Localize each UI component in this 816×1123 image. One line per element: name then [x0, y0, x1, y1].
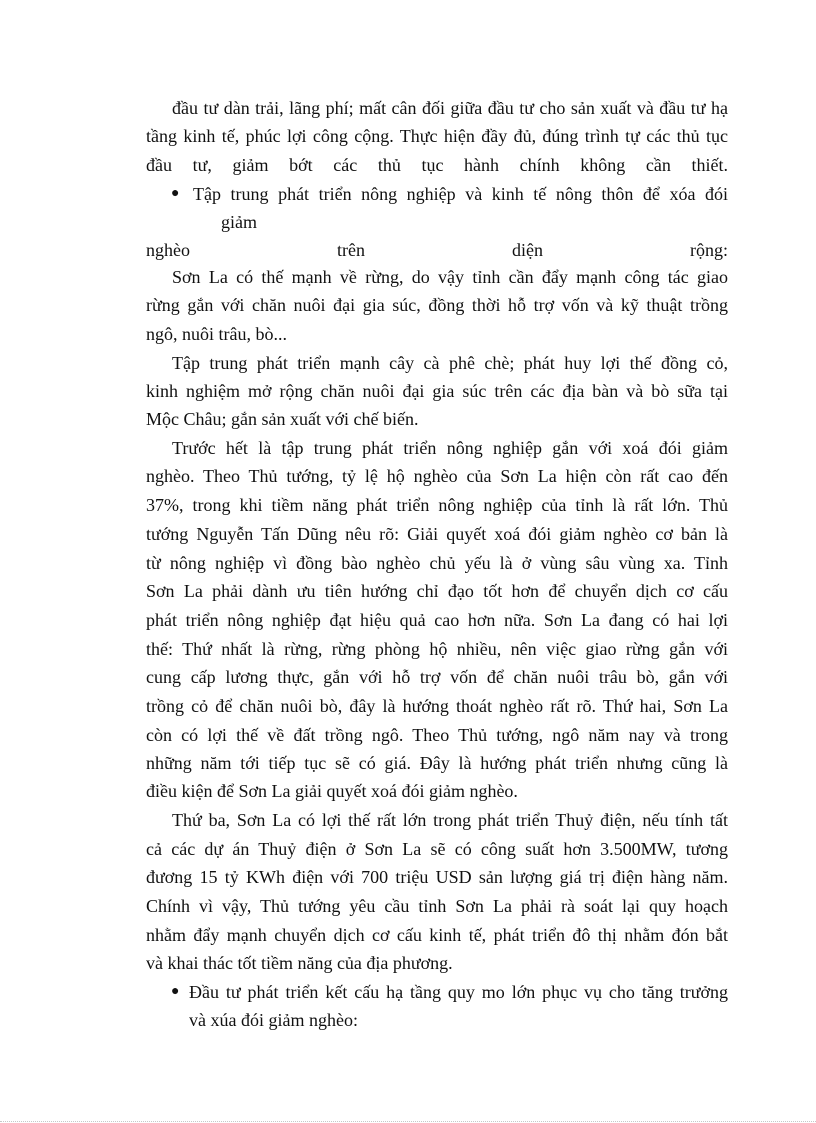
text-line: những năm tới tiếp tục sẽ có giá. Đây là hướng phát triển nhưng cũng là	[146, 753, 728, 773]
text-line: tướng Nguyễn Tấn Dũng nêu rõ: Giải quyết xoá đói giảm nghèo cơ bản là	[146, 524, 728, 544]
text-line: Trước hết là tập trung phát triển nông nghiệp gắn với xoá đói giảm	[172, 438, 728, 458]
text-line: Sơn La phải dành ưu tiên hướng chỉ đạo tốt hơn để chuyển dịch cơ cấu	[146, 581, 728, 601]
text-line: Thứ ba, Sơn La có lợi thế rất lớn trong phát triển Thuỷ điện, nếu tính tất	[172, 810, 728, 830]
text-line: nghèo trên diện rộng:	[146, 240, 728, 260]
text-line: Tập trung phát triển mạnh cây cà phê chè; phát huy lợi thế đồng cỏ,	[172, 353, 728, 373]
text-line: Tập trung phát triển nông nghiệp và kinh tế nông thôn để xóa đói	[193, 184, 728, 204]
text-line: Đầu tư phát triển kết cấu hạ tầng quy mo lớn phục vụ cho tăng trưởng	[189, 982, 728, 1002]
text-line: rừng gắn với chăn nuôi đại gia súc, đồng thời hỗ trợ vốn và kỹ thuật trồng	[146, 295, 728, 315]
text-line: đầu tư, giảm bớt các thủ tục hành chính không cần thiết.	[146, 155, 728, 175]
text-line: 37%, trong khi tiềm năng phát triển nông nghiệp của tỉnh là rất lớn. Thủ	[146, 495, 728, 515]
text-line: kinh nghiệm mở rộng chăn nuôi đại gia súc trên các địa bàn và bò sữa tại	[146, 381, 728, 401]
text-line: Mộc Châu; gắn sản xuất với chế biến.	[146, 409, 419, 429]
text-line: phát triển nông nghiệp đạt hiệu quả cao hơn nữa. Sơn La đang có hai lợi	[146, 610, 728, 630]
text-line: và khai thác tốt tiềm năng của địa phương.	[146, 953, 453, 973]
bullet-icon: ●	[171, 984, 180, 999]
text-line: thế: Thứ nhất là rừng, rừng phòng hộ nhiều, nên việc giao rừng gắn với	[146, 639, 728, 659]
text-line: nghèo. Theo Thủ tướng, tỷ lệ hộ nghèo của Sơn La hiện còn rất cao đến	[146, 466, 728, 486]
bullet-icon: ●	[171, 186, 180, 201]
text-line: trồng cỏ để chăn nuôi bò, đây là hướng thoát nghèo rất rõ. Thứ hai, Sơn La	[146, 696, 728, 716]
page-bottom-rule	[0, 1121, 816, 1122]
text-line: và xúa đói giảm nghèo:	[189, 1010, 358, 1030]
text-line: cả các dự án Thuỷ điện ở Sơn La sẽ có công suất hơn 3.500MW, tương	[146, 839, 728, 859]
text-line: tầng kinh tế, phúc lợi công cộng. Thực hiện đầy đủ, đúng trình tự các thủ tục	[146, 126, 728, 146]
text-line: cung cấp lương thực, gắn với hỗ trợ vốn để chăn nuôi trâu bò, gắn với	[146, 667, 728, 687]
text-line: đương 15 tỷ KWh điện với 700 triệu USD sản lượng giá trị điện hàng năm.	[146, 867, 728, 887]
text-line: giảm	[221, 212, 257, 232]
text-line: từ nông nghiệp vì đồng bào nghèo chủ yếu là ở vùng sâu vùng xa. Tỉnh	[146, 553, 728, 573]
text-line: Sơn La có thế mạnh về rừng, do vậy tỉnh cần đẩy mạnh công tác giao	[172, 267, 728, 287]
text-line: đầu tư dàn trải, lãng phí; mất cân đối giữa đầu tư cho sản xuất và đầu tư hạ	[172, 98, 728, 118]
text-line: ngô, nuôi trâu, bò...	[146, 324, 287, 344]
text-line: còn có lợi thế về đất trồng ngô. Theo Thủ tướng, ngô năm nay và trong	[146, 725, 728, 745]
text-line: Chính vì vậy, Thủ tướng yêu cầu tỉnh Sơn La phải rà soát lại quy hoạch	[146, 896, 728, 916]
text-line: điều kiện để Sơn La giải quyết xoá đói giảm nghèo.	[146, 781, 518, 801]
text-line: nhằm đẩy mạnh chuyển dịch cơ cấu kinh tế, phát triển đô thị nhằm đón bắt	[146, 925, 728, 945]
